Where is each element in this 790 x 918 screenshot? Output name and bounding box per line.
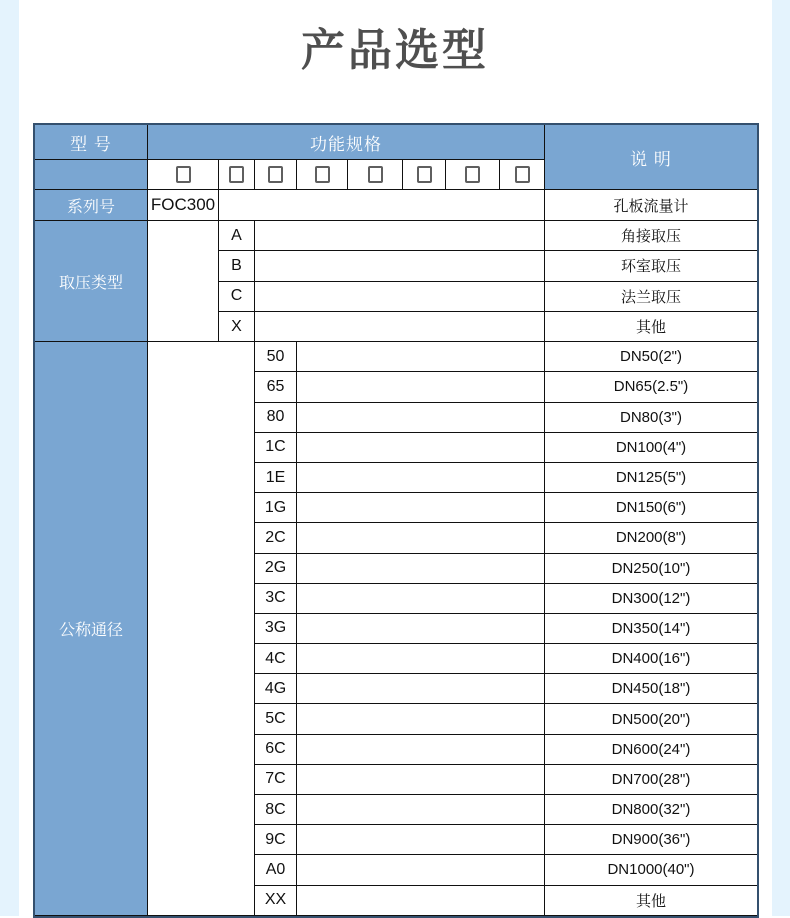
- diameter-code-cell: 1C: [255, 433, 297, 463]
- empty-cell: [297, 403, 545, 433]
- diameter-desc-cell: DN80(3"): [545, 403, 757, 433]
- diameter-code-cell: 8C: [255, 795, 297, 825]
- diameter-desc-cell: DN450(18"): [545, 674, 757, 704]
- diameter-code-cell: 1G: [255, 493, 297, 523]
- diameter-desc-cell: DN300(12"): [545, 584, 757, 614]
- empty-cell: [148, 342, 255, 916]
- checkbox-icon: [268, 166, 283, 183]
- spec-checkbox-cell: [297, 160, 348, 190]
- empty-cell: [255, 282, 545, 312]
- empty-cell: [297, 644, 545, 674]
- desc-header-cell: 说 明: [545, 125, 757, 190]
- tapping-desc-cell: 角接取压: [545, 221, 757, 251]
- tapping-code-cell: B: [219, 251, 255, 281]
- tapping-code-cell: C: [219, 282, 255, 312]
- empty-cell: [255, 221, 545, 251]
- spec-header-cell: 功能规格: [148, 125, 545, 160]
- empty-cell: [297, 493, 545, 523]
- diameter-desc-cell: DN65(2.5"): [545, 372, 757, 402]
- empty-cell: [297, 342, 545, 372]
- empty-cell: [255, 251, 545, 281]
- spec-checkbox-cell: [446, 160, 500, 190]
- diameter-desc-cell: DN125(5"): [545, 463, 757, 493]
- empty-cell: [297, 825, 545, 855]
- diameter-desc-cell: DN1000(40"): [545, 855, 757, 885]
- empty-cell: [219, 190, 545, 221]
- empty-cell: [297, 463, 545, 493]
- empty-cell: [255, 312, 545, 342]
- diameter-desc-cell: DN800(32"): [545, 795, 757, 825]
- diameter-desc-cell: DN600(24"): [545, 735, 757, 765]
- series-desc-cell: 孔板流量计: [545, 190, 757, 221]
- diameter-desc-cell: DN500(20"): [545, 704, 757, 734]
- checkbox-icon: [465, 166, 480, 183]
- blank-blue-cell: [35, 160, 148, 190]
- diameter-desc-cell: DN150(6"): [545, 493, 757, 523]
- diameter-desc-cell: DN350(14"): [545, 614, 757, 644]
- empty-cell: [297, 433, 545, 463]
- checkbox-icon: [315, 166, 330, 183]
- diameter-code-cell: XX: [255, 886, 297, 916]
- diameter-code-cell: 1E: [255, 463, 297, 493]
- series-label-cell: 系列号: [35, 190, 148, 221]
- diameter-section-label: 公称通径: [35, 342, 148, 916]
- page-title: 产品选型: [301, 26, 489, 75]
- diameter-code-cell: 4C: [255, 644, 297, 674]
- diameter-desc-cell: DN900(36"): [545, 825, 757, 855]
- diameter-code-cell: 80: [255, 403, 297, 433]
- diameter-code-cell: 2G: [255, 554, 297, 584]
- empty-cell: [297, 554, 545, 584]
- spec-checkbox-cell: [500, 160, 545, 190]
- checkbox-icon: [176, 166, 191, 183]
- diameter-code-cell: 2C: [255, 523, 297, 553]
- diameter-code-cell: 6C: [255, 735, 297, 765]
- empty-cell: [297, 735, 545, 765]
- empty-cell: [297, 886, 545, 916]
- diameter-desc-cell: 其他: [545, 886, 757, 916]
- diameter-code-cell: 3G: [255, 614, 297, 644]
- diameter-desc-cell: DN200(8"): [545, 523, 757, 553]
- spec-checkbox-cell: [255, 160, 297, 190]
- diameter-desc-cell: DN50(2"): [545, 342, 757, 372]
- diameter-code-cell: A0: [255, 855, 297, 885]
- empty-cell: [297, 372, 545, 402]
- product-selection-table: [33, 123, 759, 918]
- tapping-code-cell: A: [219, 221, 255, 251]
- tapping-desc-cell: 其他: [545, 312, 757, 342]
- page-left-margin-strip: [0, 0, 19, 916]
- spec-checkbox-cell: [148, 160, 219, 190]
- series-code-cell: FOC300: [148, 190, 219, 221]
- empty-cell: [297, 584, 545, 614]
- checkbox-icon: [515, 166, 530, 183]
- checkbox-icon: [368, 166, 383, 183]
- diameter-desc-cell: DN400(16"): [545, 644, 757, 674]
- diameter-desc-cell: DN700(28"): [545, 765, 757, 795]
- tapping-section-label: 取压类型: [35, 221, 148, 342]
- empty-cell: [297, 765, 545, 795]
- page-right-margin-strip: [772, 0, 790, 916]
- diameter-code-cell: 4G: [255, 674, 297, 704]
- diameter-desc-cell: DN250(10"): [545, 554, 757, 584]
- diameter-code-cell: 7C: [255, 765, 297, 795]
- spec-checkbox-cell: [219, 160, 255, 190]
- empty-cell: [297, 795, 545, 825]
- empty-cell: [297, 614, 545, 644]
- diameter-code-cell: 9C: [255, 825, 297, 855]
- spec-checkbox-cell: [348, 160, 403, 190]
- empty-cell: [297, 704, 545, 734]
- checkbox-icon: [417, 166, 432, 183]
- tapping-code-cell: X: [219, 312, 255, 342]
- tapping-desc-cell: 环室取压: [545, 251, 757, 281]
- diameter-code-cell: 65: [255, 372, 297, 402]
- tapping-desc-cell: 法兰取压: [545, 282, 757, 312]
- empty-cell: [297, 855, 545, 885]
- spec-checkbox-cell: [403, 160, 446, 190]
- diameter-desc-cell: DN100(4"): [545, 433, 757, 463]
- model-header-cell: 型 号: [35, 125, 148, 160]
- empty-cell: [297, 674, 545, 704]
- diameter-code-cell: 5C: [255, 704, 297, 734]
- diameter-code-cell: 50: [255, 342, 297, 372]
- empty-cell: [148, 221, 219, 342]
- checkbox-icon: [229, 166, 244, 183]
- empty-cell: [297, 523, 545, 553]
- diameter-code-cell: 3C: [255, 584, 297, 614]
